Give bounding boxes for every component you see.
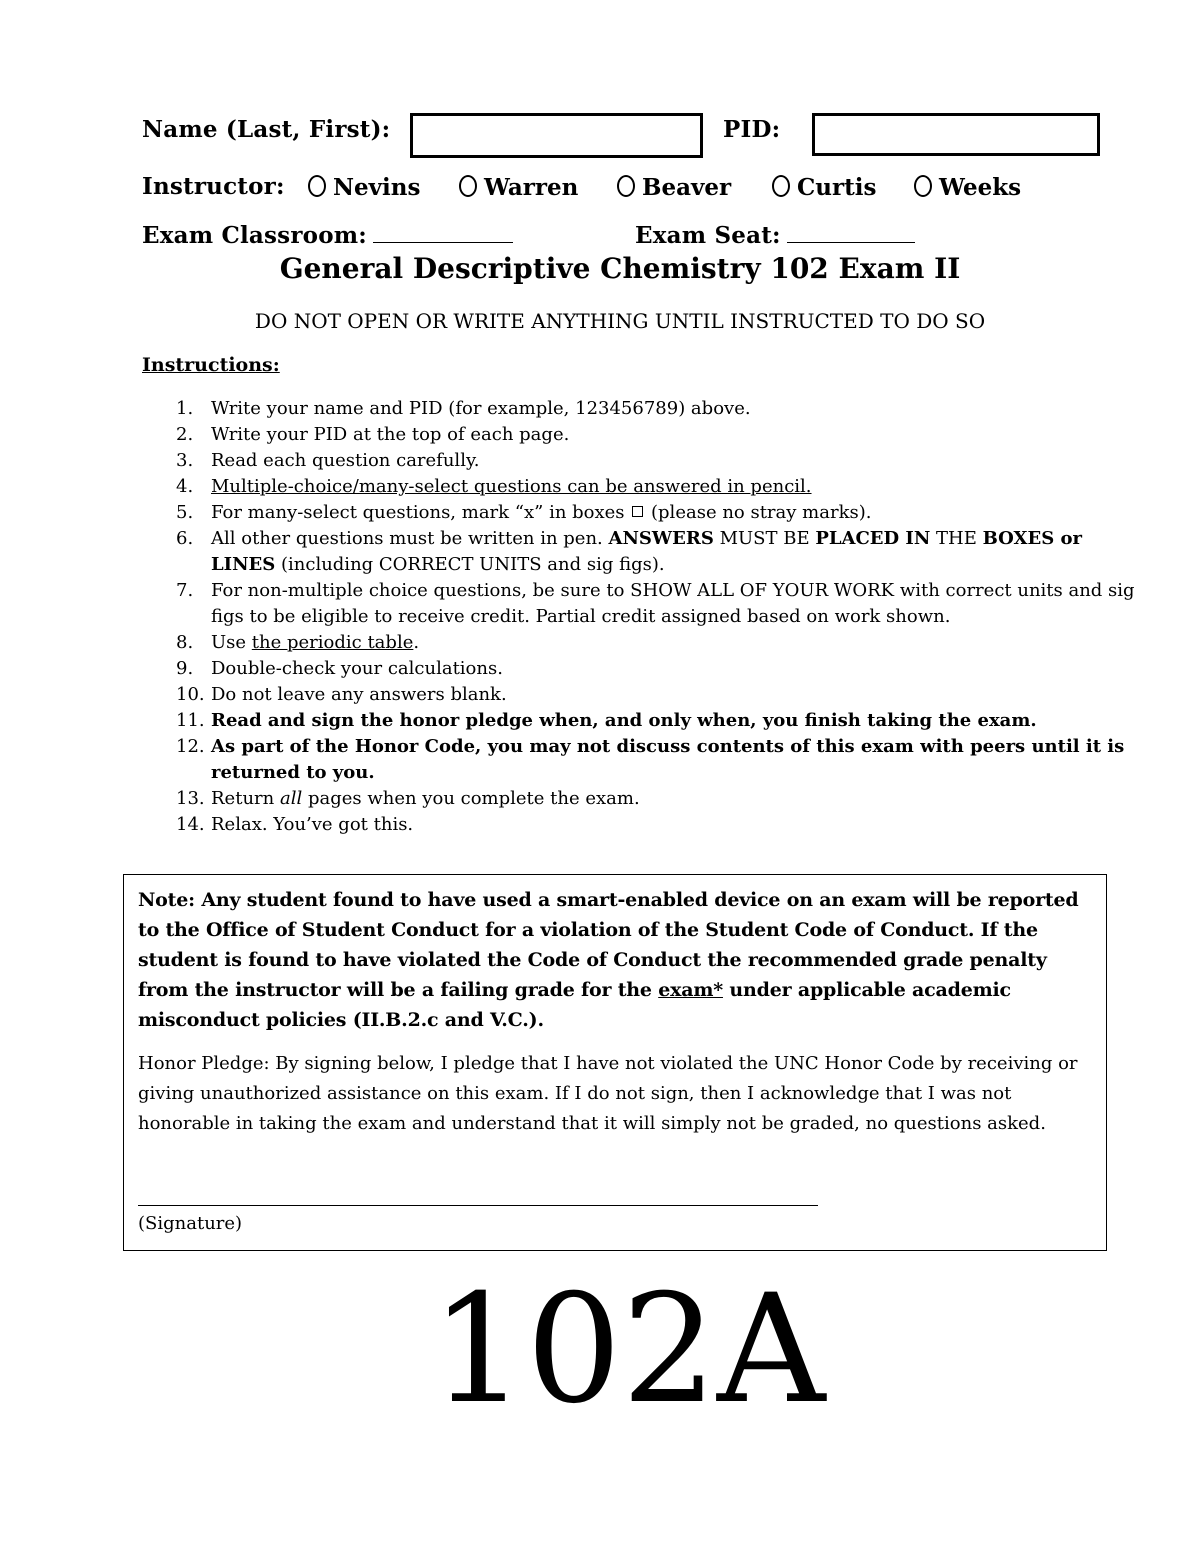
pid-label: PID:: [723, 116, 781, 143]
item-number: 1.: [176, 398, 194, 419]
classroom-label-text: Exam Classroom:: [142, 222, 367, 249]
item-number: 4.: [176, 476, 194, 497]
list-item: 8. Use the periodic table.: [176, 630, 1136, 656]
list-item: [176, 422, 1136, 448]
name-label: Name (Last, First):: [142, 116, 391, 143]
item-text: Do not leave any answers blank.: [211, 684, 507, 705]
item-text: For many-select questions, mark “x” in boxes: [211, 502, 625, 523]
item-text: For non-multiple choice questions, be sure to SHOW ALL OF YOUR WORK with correct units and sig figs to be eligible to receive credit. Partial credit assigned based on work shown.: [211, 580, 1135, 627]
list-item: [176, 682, 1136, 708]
list-item: [176, 578, 1136, 630]
list-item: [176, 786, 1136, 812]
exam-title: General Descriptive Chemistry 102 Exam II: [279, 252, 961, 285]
radio-circle-icon[interactable]: [308, 175, 326, 197]
seat-label: [635, 222, 915, 249]
item-text: Use: [211, 632, 247, 653]
instructor-option-weeks[interactable]: [914, 173, 1021, 201]
item-text: PLACED IN: [815, 528, 931, 549]
item-number: 5.: [176, 502, 194, 523]
seat-blank-line[interactable]: [787, 222, 915, 243]
item-number: 2.: [176, 424, 194, 445]
signature-label: (Signature): [138, 1213, 243, 1234]
item-text: (please no stray marks).: [651, 502, 872, 523]
checkbox-icon: [632, 506, 643, 517]
item-text: Write your name and PID (for example, 123456789) above.: [211, 398, 751, 419]
pid-input-box[interactable]: [812, 113, 1100, 156]
radio-circle-icon[interactable]: [617, 175, 635, 197]
item-text: All other questions must be written in pen.: [211, 528, 603, 549]
item-number: 9.: [176, 658, 194, 679]
item-text: all: [279, 788, 303, 809]
classroom-label: [142, 222, 513, 249]
item-number: 14.: [176, 814, 205, 835]
item-text: MUST BE: [719, 528, 810, 549]
instructor-label: Instructor:: [142, 173, 285, 200]
item-number: 6.: [176, 528, 194, 549]
item-text: Double-check your calculations.: [211, 658, 503, 679]
honor-pledge-text: Honor Pledge: By signing below, I pledge that I have not violated the UNC Honor Code by receiving or giving unauthorized assistance on this exam. If I do not sign, then I acknowledge that I was not honorable in taking the exam and understand that it will simply not be graded, no questions asked.: [138, 1053, 1078, 1134]
instructor-name: Warren: [484, 174, 579, 201]
list-item: [176, 474, 1136, 500]
conduct-note-text: under applicable academic misconduct policies (II.B.2.c and V.C.).: [138, 979, 1011, 1031]
name-input-box[interactable]: [410, 113, 703, 158]
list-item: [176, 448, 1136, 474]
instructor-name: Curtis: [797, 174, 877, 201]
list-item: [176, 734, 1136, 786]
item-number: 13.: [176, 788, 205, 809]
conduct-note: [138, 885, 1092, 1035]
honor-pledge-box: [123, 874, 1107, 1251]
conduct-note-text: Note: Any student found to have used a smart-enabled device on an exam will be reported to the Office of Student Conduct for a violation of the Student Code of Conduct. If the student is found to have violated the Code of Conduct the recommended grade penalty from the instructor will be a failing grade for the: [138, 889, 1079, 1001]
instructor-name: Weeks: [939, 174, 1022, 201]
exam-footnote-link[interactable]: exam*: [658, 979, 723, 1001]
radio-circle-icon[interactable]: [459, 175, 477, 197]
item-number: 11.: [176, 710, 205, 731]
list-item: [176, 500, 1136, 526]
list-item: [176, 526, 1136, 578]
instructor-option-beaver[interactable]: [617, 173, 731, 201]
item-text: Read each question carefully.: [211, 450, 480, 471]
item-text: THE: [936, 528, 977, 549]
seat-label-text: Exam Seat:: [635, 222, 781, 249]
instructions-heading: Instructions:: [142, 354, 280, 376]
list-item: [176, 396, 1136, 422]
classroom-blank-line[interactable]: [373, 222, 513, 243]
item-text: Write your PID at the top of each page.: [211, 424, 570, 445]
item-text: Return: [211, 788, 275, 809]
item-text: pages when you complete the exam.: [307, 788, 640, 809]
item-number: 8.: [176, 632, 194, 653]
item-number: 7.: [176, 580, 194, 601]
item-number: 10.: [176, 684, 205, 705]
item-number: 3.: [176, 450, 194, 471]
instructor-option-nevins[interactable]: [308, 173, 420, 201]
item-text: (including CORRECT UNITS and sig figs).: [280, 554, 665, 575]
instructor-option-warren[interactable]: [459, 173, 578, 201]
radio-circle-icon[interactable]: [914, 175, 932, 197]
list-item: [176, 656, 1136, 682]
item-text: Read and sign the honor pledge when, and only when, you finish taking the exam.: [211, 710, 1037, 731]
periodic-table-link[interactable]: the periodic table: [251, 632, 414, 653]
item-text: BOXES or LINES: [211, 528, 1082, 575]
signature-line[interactable]: [138, 1205, 818, 1206]
instructor-option-curtis[interactable]: [772, 173, 876, 201]
item-text: As part of the Honor Code, you may not discuss contents of this exam with peers until it is returned to you.: [211, 736, 1125, 783]
instructor-name: Beaver: [642, 174, 732, 201]
list-item: [176, 812, 1136, 838]
item-number: 12.: [176, 736, 205, 757]
item-text: ANSWERS: [608, 528, 714, 549]
list-item: [176, 708, 1136, 734]
radio-circle-icon[interactable]: [772, 175, 790, 197]
warning-text: DO NOT OPEN OR WRITE ANYTHING UNTIL INSTRUCTED TO DO SO: [254, 309, 986, 333]
item-text: Multiple-choice/many-select questions can be answered in pencil.: [211, 476, 812, 497]
instructions-list: [176, 396, 1136, 838]
exam-version-code: 102A: [430, 1263, 826, 1437]
item-text: Relax. You’ve got this.: [211, 814, 414, 835]
instructor-name: Nevins: [333, 174, 421, 201]
